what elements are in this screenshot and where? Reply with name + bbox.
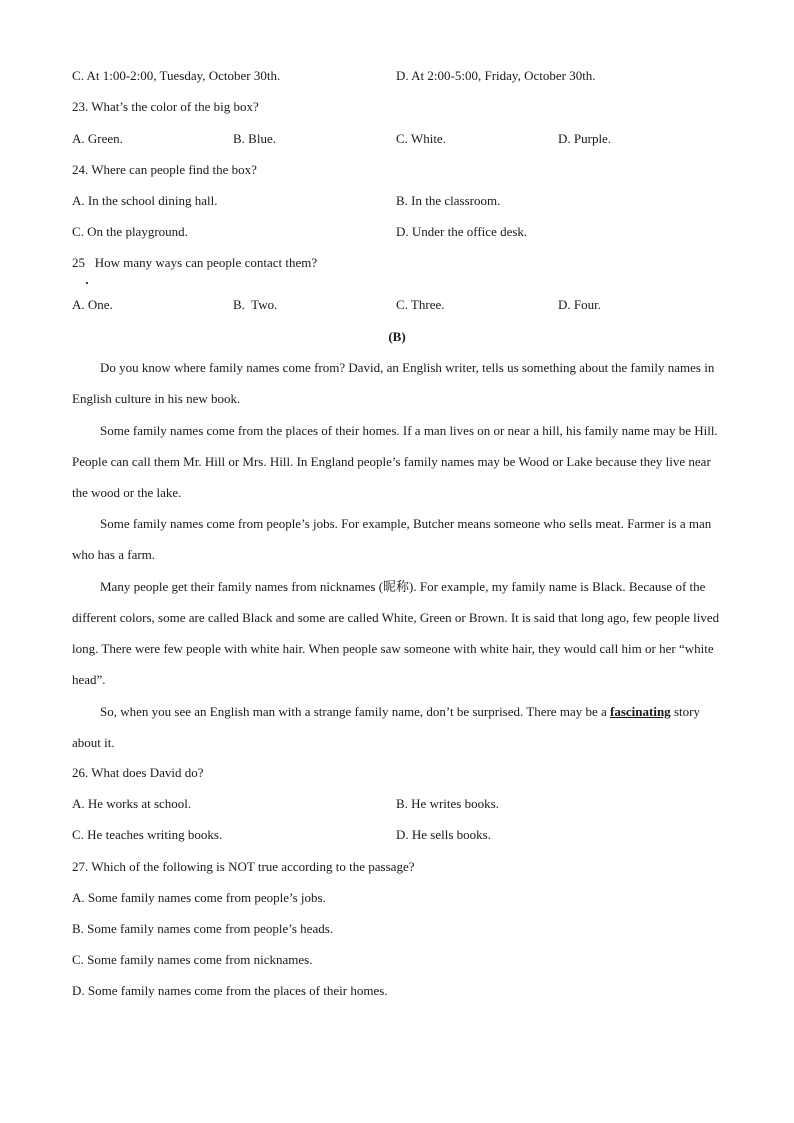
- passage-paragraph-5: [72, 696, 722, 758]
- q25-option-c: C. Three.: [396, 297, 445, 312]
- passage-paragraph-5-text-end: story about it.: [72, 704, 700, 750]
- passage-paragraph-5-text-start: So, when you see an English man with a strange family name, don’t be surprised. There may be a: [100, 704, 611, 719]
- q24-option-b: B. In the classroom.: [396, 193, 501, 208]
- q26-option-a: A. He works at school.: [72, 796, 192, 811]
- q25-option-d: D. Four.: [558, 297, 601, 312]
- passage-paragraph-2-text: Some family names come from the places of their homes. If a man lives on or near a hill, his family name may be Hill. People can call them Mr. Hill or Mrs. Hill. In England people’s family names may be Wood or Lake because they live near the wood or the lake.: [72, 423, 718, 500]
- q27-option-c: C. Some family names come from nicknames.: [72, 952, 313, 967]
- q22-option-c: C. At 1:00-2:00, Tuesday, October 30th.: [72, 68, 281, 83]
- stray-dot-mark: [86, 282, 88, 284]
- q25-option-a: A. One.: [72, 297, 113, 312]
- q25-question: 25 How many ways can people contact them?: [72, 255, 318, 270]
- passage-paragraph-2: [72, 415, 722, 508]
- underlined-word-fascinating: fascinating: [610, 704, 671, 719]
- q26-option-b: B. He writes books.: [396, 796, 499, 811]
- passage-paragraph-3-text: Some family names come from people’s jobs. For example, Butcher means someone who sells meat. Farmer is a man who has a farm.: [72, 516, 712, 562]
- passage-paragraph-4-text: Many people get their family names from nicknames (昵称). For example, my family name is Black. Because of the different colors, some are called Black and some are called White, Green or Brown. It is said that long ago, few people lived long. There were few people with white hair. When people saw someone with white hair, they would call him or her “white head”.: [72, 579, 720, 687]
- passage-paragraph-1-text: Do you know where family names come from? David, an English writer, tells us something about the family names in English culture in his new book.: [72, 360, 715, 406]
- q27-question: 27. Which of the following is NOT true according to the passage?: [72, 859, 415, 874]
- passage-paragraph-3: [72, 508, 722, 570]
- q23-option-c: C. White.: [396, 131, 446, 146]
- q27-option-a: A. Some family names come from people’s jobs.: [72, 890, 326, 905]
- passage-paragraph-4: [72, 571, 722, 695]
- q26-question: 26. What does David do?: [72, 765, 204, 780]
- passage-paragraph-1: [72, 352, 722, 414]
- section-b-title: (B): [388, 329, 406, 344]
- q27-option-d: D. Some family names come from the places of their homes.: [72, 983, 388, 998]
- q24-question: 24. Where can people find the box?: [72, 162, 257, 177]
- q23-option-a: A. Green.: [72, 131, 123, 146]
- q27-option-b: B. Some family names come from people’s heads.: [72, 921, 334, 936]
- q24-option-a: A. In the school dining hall.: [72, 193, 218, 208]
- q23-option-b: B. Blue.: [233, 131, 276, 146]
- q23-option-d: D. Purple.: [558, 131, 612, 146]
- q23-question: 23. What’s the color of the big box?: [72, 99, 259, 114]
- q24-option-d: D. Under the office desk.: [396, 224, 528, 239]
- q22-option-d: D. At 2:00-5:00, Friday, October 30th.: [396, 68, 596, 83]
- q24-option-c: C. On the playground.: [72, 224, 188, 239]
- q26-option-c: C. He teaches writing books.: [72, 827, 223, 842]
- q26-option-d: D. He sells books.: [396, 827, 491, 842]
- q25-option-b: B. Two.: [233, 297, 278, 312]
